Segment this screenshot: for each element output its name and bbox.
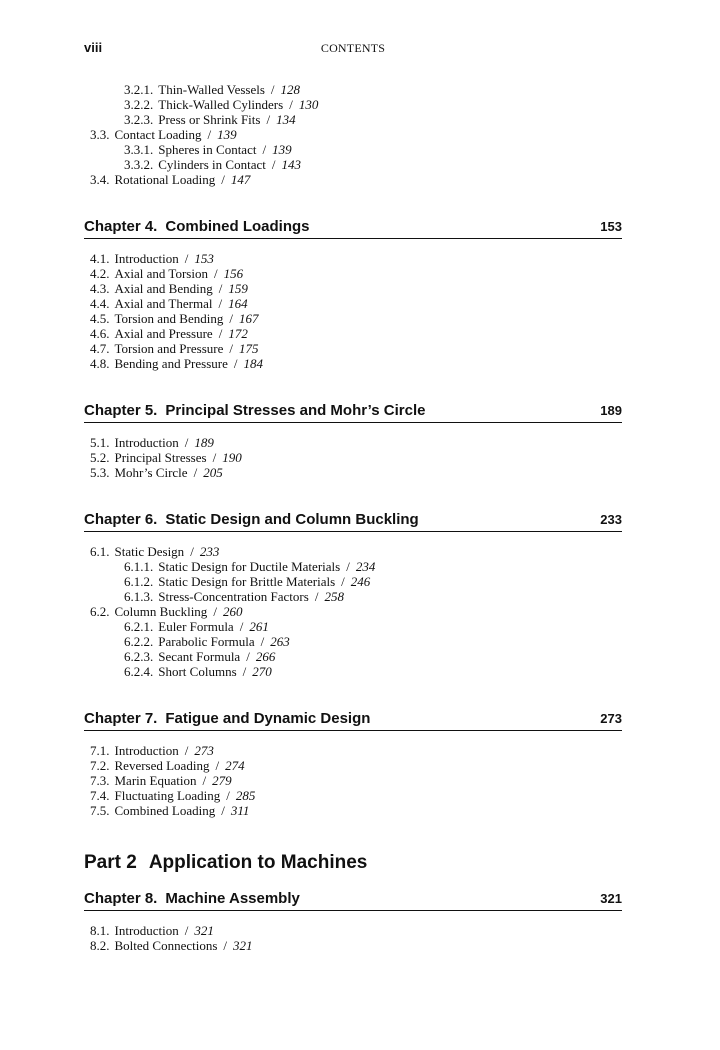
entry-number: 7.5. <box>90 803 110 818</box>
entry-title: Introduction <box>114 923 179 938</box>
toc-entry[interactable] <box>84 619 622 634</box>
entry-title: Column Buckling <box>114 604 208 619</box>
entry-separator: / <box>270 82 275 97</box>
entry-title: Short Columns <box>158 664 237 679</box>
entry-number: 5.3. <box>90 465 110 480</box>
entry-page: 263 <box>270 634 290 649</box>
entry-page: 311 <box>230 803 250 818</box>
toc-entry[interactable] <box>84 559 622 574</box>
entry-title: Principal Stresses <box>114 450 207 465</box>
entry-separator: / <box>218 281 223 296</box>
chapter-page: 189 <box>600 403 622 418</box>
entry-page: 273 <box>194 743 214 758</box>
chapter-label: Chapter 4. <box>84 218 158 235</box>
entry-title: Introduction <box>114 435 179 450</box>
toc-entry[interactable] <box>84 465 622 480</box>
entry-number: 4.1. <box>90 251 110 266</box>
entry-title: Stress-Concentration Factors <box>158 589 309 604</box>
entry-number: 4.6. <box>90 326 110 341</box>
entry-separator: / <box>193 465 198 480</box>
entry-title: Axial and Pressure <box>114 326 213 341</box>
entry-title: Secant Formula <box>158 649 241 664</box>
entry-title: Introduction <box>114 743 179 758</box>
entry-number: 7.2. <box>90 758 110 773</box>
toc-entry[interactable] <box>84 803 622 818</box>
entry-number: 8.2. <box>90 938 110 953</box>
entry-separator: / <box>239 619 244 634</box>
entry-title: Bolted Connections <box>114 938 218 953</box>
entry-page: 234 <box>355 559 376 574</box>
toc-entry[interactable] <box>84 604 622 619</box>
entry-page: 172 <box>228 326 248 341</box>
entry-title: Marin Equation <box>114 773 197 788</box>
entry-title: Static Design <box>114 544 185 559</box>
entry-separator: / <box>346 559 350 574</box>
entry-title: Euler Formula <box>158 619 234 634</box>
entry-number: 3.3.2. <box>124 157 154 172</box>
entry-title: Fluctuating Loading <box>114 788 221 803</box>
entry-title: Thick-Walled Cylinders <box>158 97 284 112</box>
entry-separator: / <box>184 923 189 938</box>
entry-page: 261 <box>249 619 269 634</box>
entry-page: 189 <box>194 435 214 450</box>
toc-entry[interactable] <box>84 326 622 341</box>
entry-title: Combined Loading <box>114 803 216 818</box>
entry-number: 4.5. <box>90 311 110 326</box>
entry-title: Introduction <box>114 251 179 266</box>
chapter-title: Principal Stresses and Mohr’s Circle <box>165 402 426 419</box>
entry-title: Axial and Bending <box>114 281 213 296</box>
entry-title: Cylinders in Contact <box>158 157 266 172</box>
entry-page: 134 <box>276 112 296 127</box>
entry-page: 159 <box>228 281 248 296</box>
entry-separator: / <box>207 127 212 142</box>
entry-separator: / <box>233 356 238 371</box>
entry-page: 260 <box>222 604 243 619</box>
toc-entry[interactable] <box>84 544 622 559</box>
entry-title: Press or Shrink Fits <box>158 112 261 127</box>
entry-separator: / <box>289 97 293 112</box>
chapter-title-group <box>84 709 370 730</box>
entry-page: 233 <box>199 544 220 559</box>
entry-page: 266 <box>255 649 276 664</box>
chapter-page: 321 <box>600 891 622 906</box>
entry-number: 3.2.1. <box>124 82 154 97</box>
entry-title: Static Design for Ductile Materials <box>158 559 341 574</box>
entry-separator: / <box>314 589 319 604</box>
entry-separator: / <box>262 142 267 157</box>
entry-separator: / <box>260 634 265 649</box>
entry-number: 4.7. <box>90 341 110 356</box>
entry-page: 184 <box>243 356 263 371</box>
chapter-title-group <box>84 510 419 531</box>
entry-number: 6.1. <box>90 544 110 559</box>
section-list <box>84 923 622 953</box>
entry-page: 130 <box>298 97 319 112</box>
entry-number: 4.3. <box>90 281 110 296</box>
toc-entry[interactable] <box>84 251 622 266</box>
entry-number: 7.4. <box>90 788 110 803</box>
toc-entry[interactable] <box>84 788 622 803</box>
toc-entry[interactable] <box>84 574 622 589</box>
entry-page: 205 <box>203 465 223 480</box>
entry-page: 139 <box>272 142 292 157</box>
entry-number: 7.3. <box>90 773 110 788</box>
entry-page: 190 <box>222 450 242 465</box>
entry-page: 274 <box>225 758 245 773</box>
entry-number: 3.2.3. <box>124 112 154 127</box>
toc-entry[interactable] <box>84 296 622 311</box>
entry-page: 321 <box>233 938 253 953</box>
entry-title: Torsion and Pressure <box>114 341 224 356</box>
entry-page: 128 <box>280 82 301 97</box>
entry-title: Torsion and Bending <box>114 311 224 326</box>
section-list <box>84 251 622 371</box>
entry-number: 4.4. <box>90 296 110 311</box>
toc-entry[interactable] <box>84 634 622 649</box>
chapter-title: Machine Assembly <box>165 890 300 907</box>
chapter-page: 153 <box>600 219 622 234</box>
entry-number: 5.1. <box>90 435 110 450</box>
entry-number: 3.3. <box>90 127 110 142</box>
entry-number: 6.2.2. <box>124 634 154 649</box>
chapter-title: Fatigue and Dynamic Design <box>165 710 371 727</box>
toc-entry[interactable] <box>84 773 622 788</box>
section-list <box>84 743 622 818</box>
entry-separator: / <box>213 604 217 619</box>
entry-page: 175 <box>238 341 259 356</box>
entry-number: 6.1.3. <box>124 589 154 604</box>
entry-number: 6.2. <box>90 604 110 619</box>
entry-separator: / <box>184 743 189 758</box>
entry-separator: / <box>226 788 230 803</box>
entry-page: 143 <box>281 157 301 172</box>
toc-entry[interactable] <box>84 743 622 758</box>
toc-entry[interactable] <box>84 589 622 604</box>
toc-entry[interactable] <box>84 112 622 127</box>
entry-page: 153 <box>194 251 214 266</box>
entry-separator: / <box>215 758 220 773</box>
toc-entry[interactable] <box>84 341 622 356</box>
entry-separator: / <box>221 172 225 187</box>
entry-page: 270 <box>252 664 272 679</box>
entry-page: 164 <box>228 296 248 311</box>
entry-page: 147 <box>230 172 251 187</box>
chapter-title-group <box>84 889 300 910</box>
entry-separator: / <box>213 266 218 281</box>
entry-separator: / <box>229 311 233 326</box>
chapter-heading[interactable] <box>84 217 622 239</box>
entry-separator: / <box>242 664 247 679</box>
entry-page: 279 <box>212 773 232 788</box>
entry-separator: / <box>223 938 228 953</box>
entry-number: 3.2.2. <box>124 97 154 112</box>
entry-title: Spheres in Contact <box>158 142 257 157</box>
entry-separator: / <box>246 649 250 664</box>
entry-separator: / <box>184 251 189 266</box>
toc-entry[interactable] <box>84 172 622 187</box>
entry-number: 6.2.4. <box>124 664 154 679</box>
toc-entry[interactable] <box>84 311 622 326</box>
part-label: Part 2 <box>84 852 137 873</box>
toc-entry[interactable] <box>84 356 622 371</box>
section-list <box>84 544 622 679</box>
chapter-title: Combined Loadings <box>165 218 310 235</box>
entry-separator: / <box>202 773 207 788</box>
entry-separator: / <box>229 341 233 356</box>
entry-number: 3.3.1. <box>124 142 154 157</box>
toc-entry[interactable] <box>84 82 622 97</box>
entry-number: 8.1. <box>90 923 110 938</box>
entry-number: 6.2.1. <box>124 619 154 634</box>
chapter-label: Chapter 8. <box>84 890 158 907</box>
chapter-heading[interactable] <box>84 889 622 911</box>
entry-title: Axial and Thermal <box>114 296 213 311</box>
entry-title: Parabolic Formula <box>158 634 255 649</box>
toc-entry[interactable] <box>84 435 622 450</box>
chapter-page: 273 <box>600 711 622 726</box>
chapter-title: Static Design and Column Buckling <box>165 511 419 528</box>
chapter-label: Chapter 7. <box>84 710 158 727</box>
entry-title: Axial and Torsion <box>114 266 208 281</box>
entry-page: 246 <box>350 574 371 589</box>
entry-number: 4.8. <box>90 356 110 371</box>
entry-page: 258 <box>324 589 344 604</box>
chapter-heading[interactable] <box>84 709 622 731</box>
chapter-title-group <box>84 401 425 422</box>
entry-number: 6.1.2. <box>124 574 154 589</box>
chapter-title-group <box>84 217 310 238</box>
running-title: CONTENTS <box>320 41 386 55</box>
entry-title: Rotational Loading <box>114 172 216 187</box>
toc-entry[interactable] <box>84 281 622 296</box>
toc-entry[interactable] <box>84 758 622 773</box>
toc-entry[interactable] <box>84 157 622 172</box>
entry-number: 3.4. <box>90 172 110 187</box>
entry-number: 5.2. <box>90 450 110 465</box>
page-header <box>84 0 622 82</box>
contents-page <box>84 0 622 953</box>
entry-title: Static Design for Brittle Materials <box>158 574 336 589</box>
entry-separator: / <box>221 803 225 818</box>
entry-title: Mohr’s Circle <box>114 465 188 480</box>
toc-entry[interactable] <box>84 450 622 465</box>
chapter-heading[interactable] <box>84 510 622 532</box>
entry-title: Bending and Pressure <box>114 356 228 371</box>
entry-separator: / <box>212 450 217 465</box>
section-list <box>84 82 622 187</box>
toc-entry[interactable] <box>84 127 622 142</box>
entry-number: 7.1. <box>90 743 110 758</box>
chapter-heading[interactable] <box>84 401 622 423</box>
toc-entry[interactable] <box>84 923 622 938</box>
toc-entry[interactable] <box>84 97 622 112</box>
table-of-contents <box>84 82 622 953</box>
chapter-label: Chapter 5. <box>84 402 158 419</box>
entry-separator: / <box>218 326 223 341</box>
entry-number: 6.2.3. <box>124 649 154 664</box>
chapter-page: 233 <box>600 512 622 527</box>
part-heading <box>84 850 622 876</box>
part-title: Application to Machines <box>148 852 368 873</box>
entry-title: Reversed Loading <box>114 758 210 773</box>
entry-separator: / <box>218 296 223 311</box>
chapter-label: Chapter 6. <box>84 511 158 528</box>
section-list <box>84 435 622 480</box>
entry-separator: / <box>271 157 276 172</box>
entry-page: 285 <box>235 788 256 803</box>
entry-title: Contact Loading <box>114 127 202 142</box>
entry-separator: / <box>190 544 194 559</box>
toc-entry[interactable] <box>84 142 622 157</box>
entry-separator: / <box>341 574 345 589</box>
toc-entry[interactable] <box>84 649 622 664</box>
entry-page: 156 <box>223 266 244 281</box>
entry-page: 167 <box>238 311 259 326</box>
toc-entry[interactable] <box>84 938 622 953</box>
entry-page: 321 <box>194 923 214 938</box>
entry-separator: / <box>184 435 189 450</box>
toc-entry[interactable] <box>84 664 622 679</box>
entry-title: Thin-Walled Vessels <box>158 82 265 97</box>
entry-number: 4.2. <box>90 266 110 281</box>
page-number: viii <box>84 40 103 55</box>
toc-entry[interactable] <box>84 266 622 281</box>
entry-separator: / <box>266 112 271 127</box>
entry-number: 6.1.1. <box>124 559 154 574</box>
entry-page: 139 <box>217 127 237 142</box>
